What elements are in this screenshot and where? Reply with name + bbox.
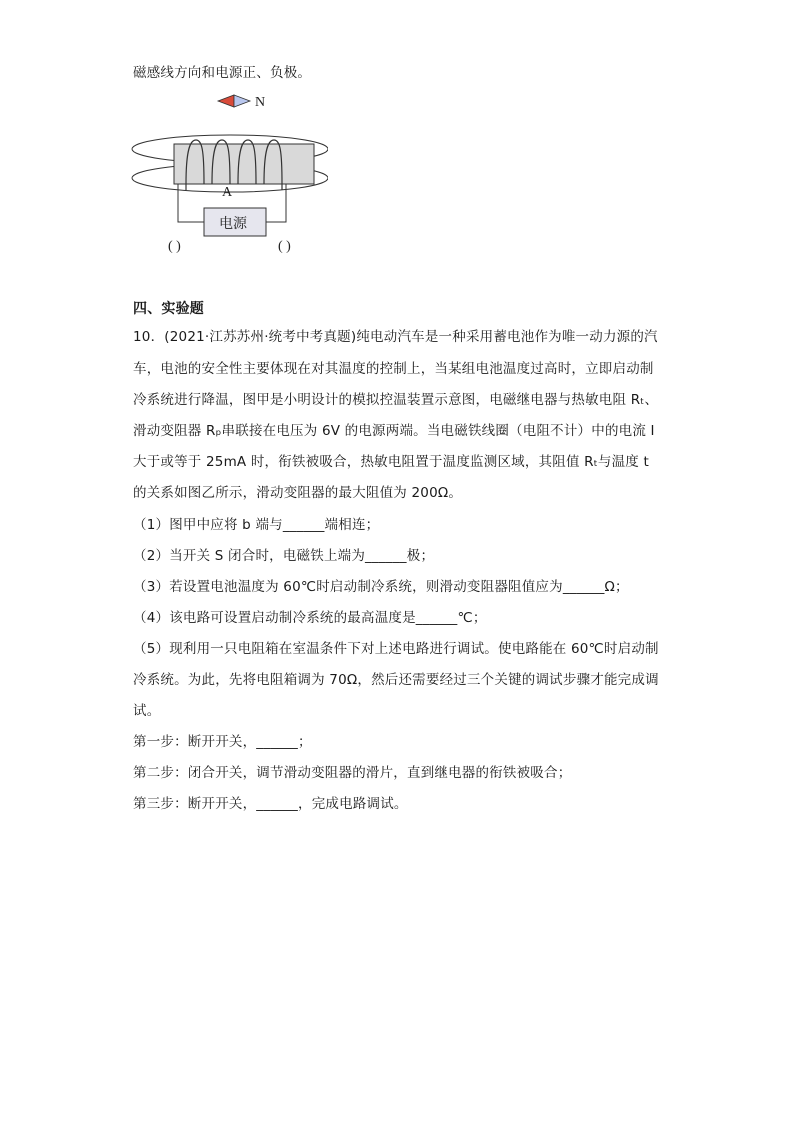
step-three: 第三步：断开开关，______，完成电路调试。 [133,796,408,812]
sub-question-2: （2）当开关 S 闭合时，电磁铁上端为______极； [133,548,435,564]
sub-question-5-line-2: 冷系统。为此，先将电阻箱调为 70Ω，然后还需要经过三个关键的调试步骤才能完成调 [133,672,659,688]
step-two: 第二步：闭合开关，调节滑动变阻器的滑片，直到继电器的衔铁被吸合； [133,765,572,781]
iron-core [174,144,314,184]
sub-question-3: （3）若设置电池温度为 60℃时启动制冷系统，则滑动变阻器阻值应为______Ω； [133,579,629,595]
sub-question-5-line-1: （5）现利用一只电阻箱在室温条件下对上述电路进行调试。使电路能在 60℃时启动制 [133,641,659,657]
right-terminal-blank: ( ) [278,239,291,254]
question-line-1: 10．(2021·江苏苏州·统考中考真题)纯电动汽车是一种采用蓄电池作为唯一动力源的汽 [133,329,658,345]
sub-question-1: （1）图甲中应将 b 端与______端相连； [133,517,380,533]
intro-text: 磁感线方向和电源正、负极。 [133,65,312,81]
power-source-label: 电源 [219,216,247,232]
compass-n-label: N [255,95,266,110]
point-a-label: A [222,185,233,200]
sub-question-4: （4）该电路可设置启动制冷系统的最高温度是______℃； [133,610,487,626]
step-one: 第一步：断开开关，______； [133,734,312,750]
question-line-5: 大于或等于 25mA 时，衔铁被吸合，热敏电阻置于温度监测区域，其阻值 Rₜ与温度 t [133,454,649,470]
question-line-4: 滑动变阻器 Rₚ串联接在电压为 6V 的电源两端。当电磁铁线圈（电阻不计）中的电流 I [133,423,655,439]
question-line-2: 车，电池的安全性主要体现在对其温度的控制上，当某组电池温度过高时，立即启动制 [133,361,654,377]
solenoid-figure [128,90,328,260]
question-line-6: 的关系如图乙所示，滑动变阻器的最大阻值为 200Ω。 [133,485,463,501]
compass-needle-icon [218,95,250,107]
sub-question-5-line-3: 试。 [133,703,161,719]
section-title: 四、实验题 [133,301,204,317]
question-line-3: 冷系统进行降温，图甲是小明设计的模拟控温装置示意图，电磁继电器与热敏电阻 Rₜ、 [133,392,659,408]
solenoid-diagram [128,90,328,260]
left-terminal-blank: ( ) [168,239,181,254]
